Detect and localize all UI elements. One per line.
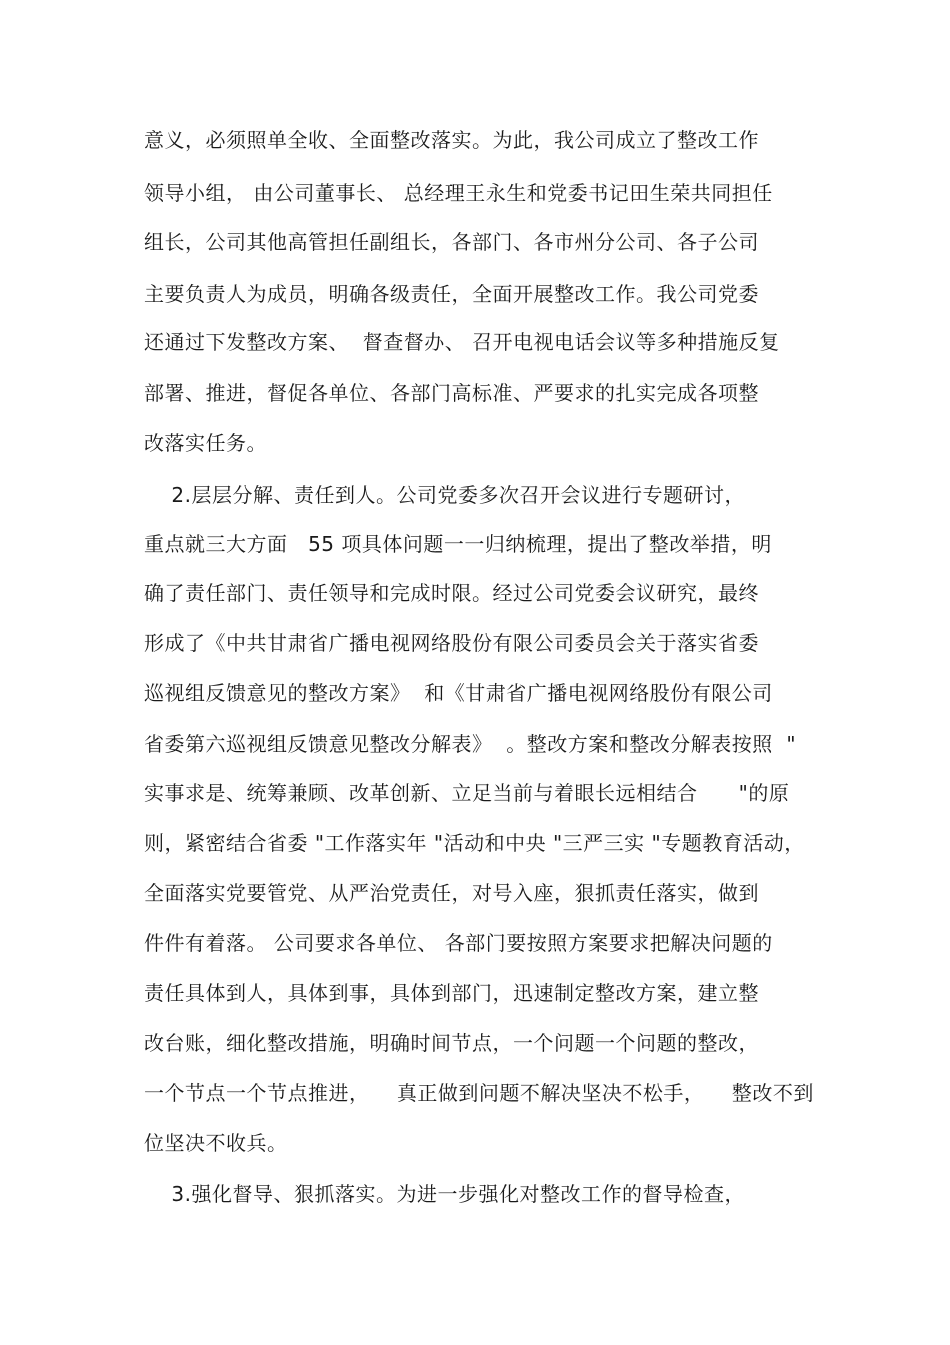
- text-line: 意义，必须照单全收、全面整改落实。为此，我公司成立了整改工作: [144, 128, 759, 152]
- text-line: 巡视组反馈意见的整改方案》 和《甘肃省广播电视网络股份有限公司: [144, 681, 773, 705]
- text-line: 确了责任部门、责任领导和完成时限。经过公司党委会议研究，最终: [144, 581, 759, 605]
- text-line: 则，紧密结合省委 "工作落实年 "活动和中央 "三严三实 "专题教育活动，: [144, 831, 805, 855]
- paragraph-heading-line: 2.层层分解、责任到人。公司党委多次召开会议进行专题研讨，: [144, 483, 746, 507]
- text-line: 领导小组， 由公司董事长、 总经理王永生和党委书记田生荣共同担任: [144, 181, 773, 205]
- text-line: 主要负责人为成员，明确各级责任，全面开展整改工作。我公司党委: [144, 282, 759, 306]
- text-line: 全面落实党要管党、从严治党责任，对号入座，狠抓责任落实，做到: [144, 881, 759, 905]
- text-line: 位坚决不收兵。: [144, 1131, 288, 1155]
- text-line: 件件有着落。 公司要求各单位、 各部门要按照方案要求把解决问题的: [144, 931, 773, 955]
- text-line: 组长，公司其他高管担任副组长，各部门、各市州分公司、各子公司: [144, 230, 759, 254]
- text-line: 形成了《中共甘肃省广播电视网络股份有限公司委员会关于落实省委: [144, 631, 759, 655]
- text-line: 重点就三大方面 55 项具体问题一一归纳梳理，提出了整改举措，明: [144, 532, 772, 556]
- paragraph-heading-line: 3.强化督导、狠抓落实。为进一步强化对整改工作的督导检查，: [144, 1182, 746, 1206]
- text-line: 责任具体到人，具体到事，具体到部门，迅速制定整改方案，建立整: [144, 981, 759, 1005]
- text-line: 改台账，细化整改措施，明确时间节点，一个问题一个问题的整改，: [144, 1031, 759, 1055]
- text-line: 还通过下发整改方案、 督查督办、 召开电视电话会议等多种措施反复: [144, 330, 780, 354]
- text-line: 实事求是、统筹兼顾、改革创新、立足当前与着眼长远相结合 "的原: [144, 781, 790, 805]
- text-line: 部署、推进，督促各单位、各部门高标准、严要求的扎实完成各项整: [144, 381, 759, 405]
- text-line: 省委第六巡视组反馈意见整改分解表》 。整改方案和整改分解表按照 ": [144, 732, 797, 756]
- text-line: 改落实任务。: [144, 431, 267, 455]
- text-line: 一个节点一个节点推进， 真正做到问题不解决坚决不松手， 整改不到: [144, 1081, 814, 1105]
